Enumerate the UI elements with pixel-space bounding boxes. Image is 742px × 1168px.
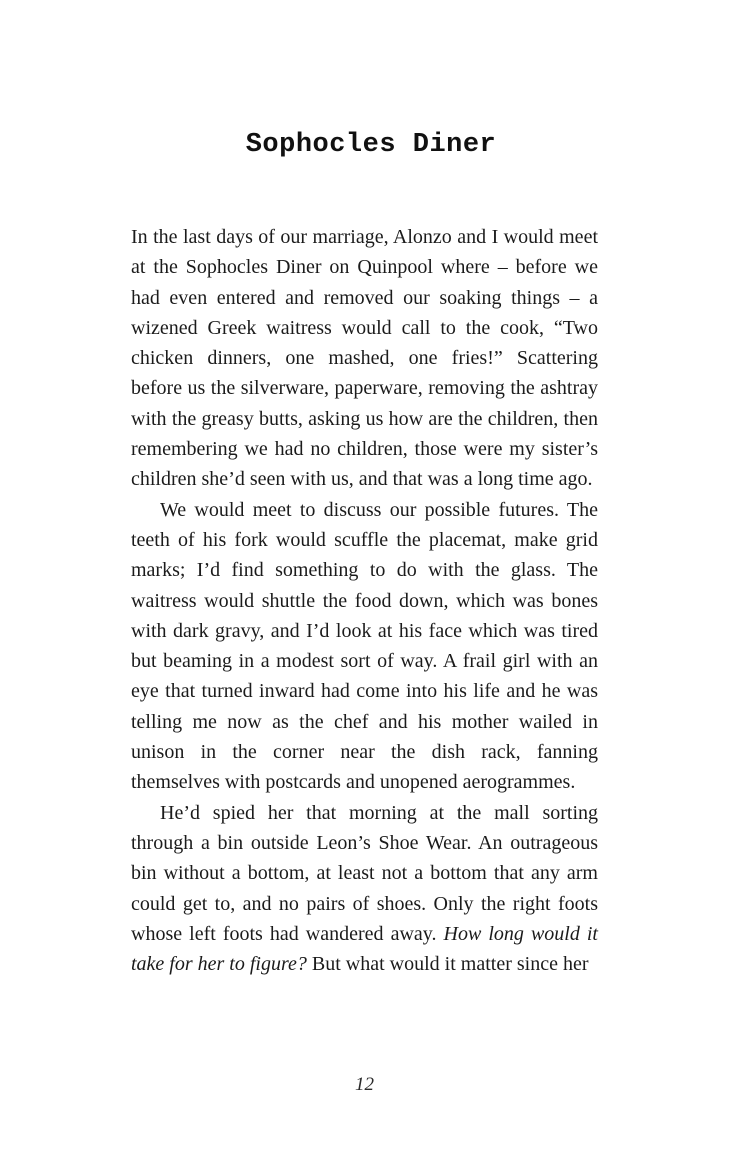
body-segment: He’d spied her that morning at the mall sorting through a bin outside Leon’s Shoe Wear. An outrageous bin without a bottom, at least not a bottom that any arm could get to, and no pairs of shoes. Only the right foots whose left foots had wandered away. [131,801,598,945]
body-segment: But what would it matter since her [306,953,589,976]
page-number: 12 [355,1074,374,1095]
page-title: Sophocles Diner [245,130,497,160]
paragraph [131,798,598,980]
body-text [131,222,598,979]
body-segment: We would meet to discuss our possible futures. The teeth of his fork would scuffle the placemat, make grid marks; I’d find something to do with the glass. The waitress would shuttle the food down, which was bones with dark gravy, and I’d look at his face which was tired but beaming in a modest sort of way. A frail girl with an eye that turned inward had come into his life and he was telling me now as the chef and his mother wailed in unison in the corner near the dish rack, fanning themselves with postcards and unopened aerogrammes. [131,498,598,794]
paragraph [131,495,598,798]
italic-text: How long would it take for her to figure? [131,922,598,976]
body-segment: In the last days of our marriage, Alonzo and I would meet at the Sophocles Diner on Quinpool where – before we had even entered and removed our soaking things – a wizened Greek waitress would call to the cook, “Two chicken dinners, one mashed, one fries!” Scattering before us the silverware, paperware, removing the ashtray with the greasy butts, asking us how are the children, then remembering we had no children, those were my sister’s children she’d seen with us, and that was a long time ago. [131,226,598,491]
paragraph [131,222,598,495]
